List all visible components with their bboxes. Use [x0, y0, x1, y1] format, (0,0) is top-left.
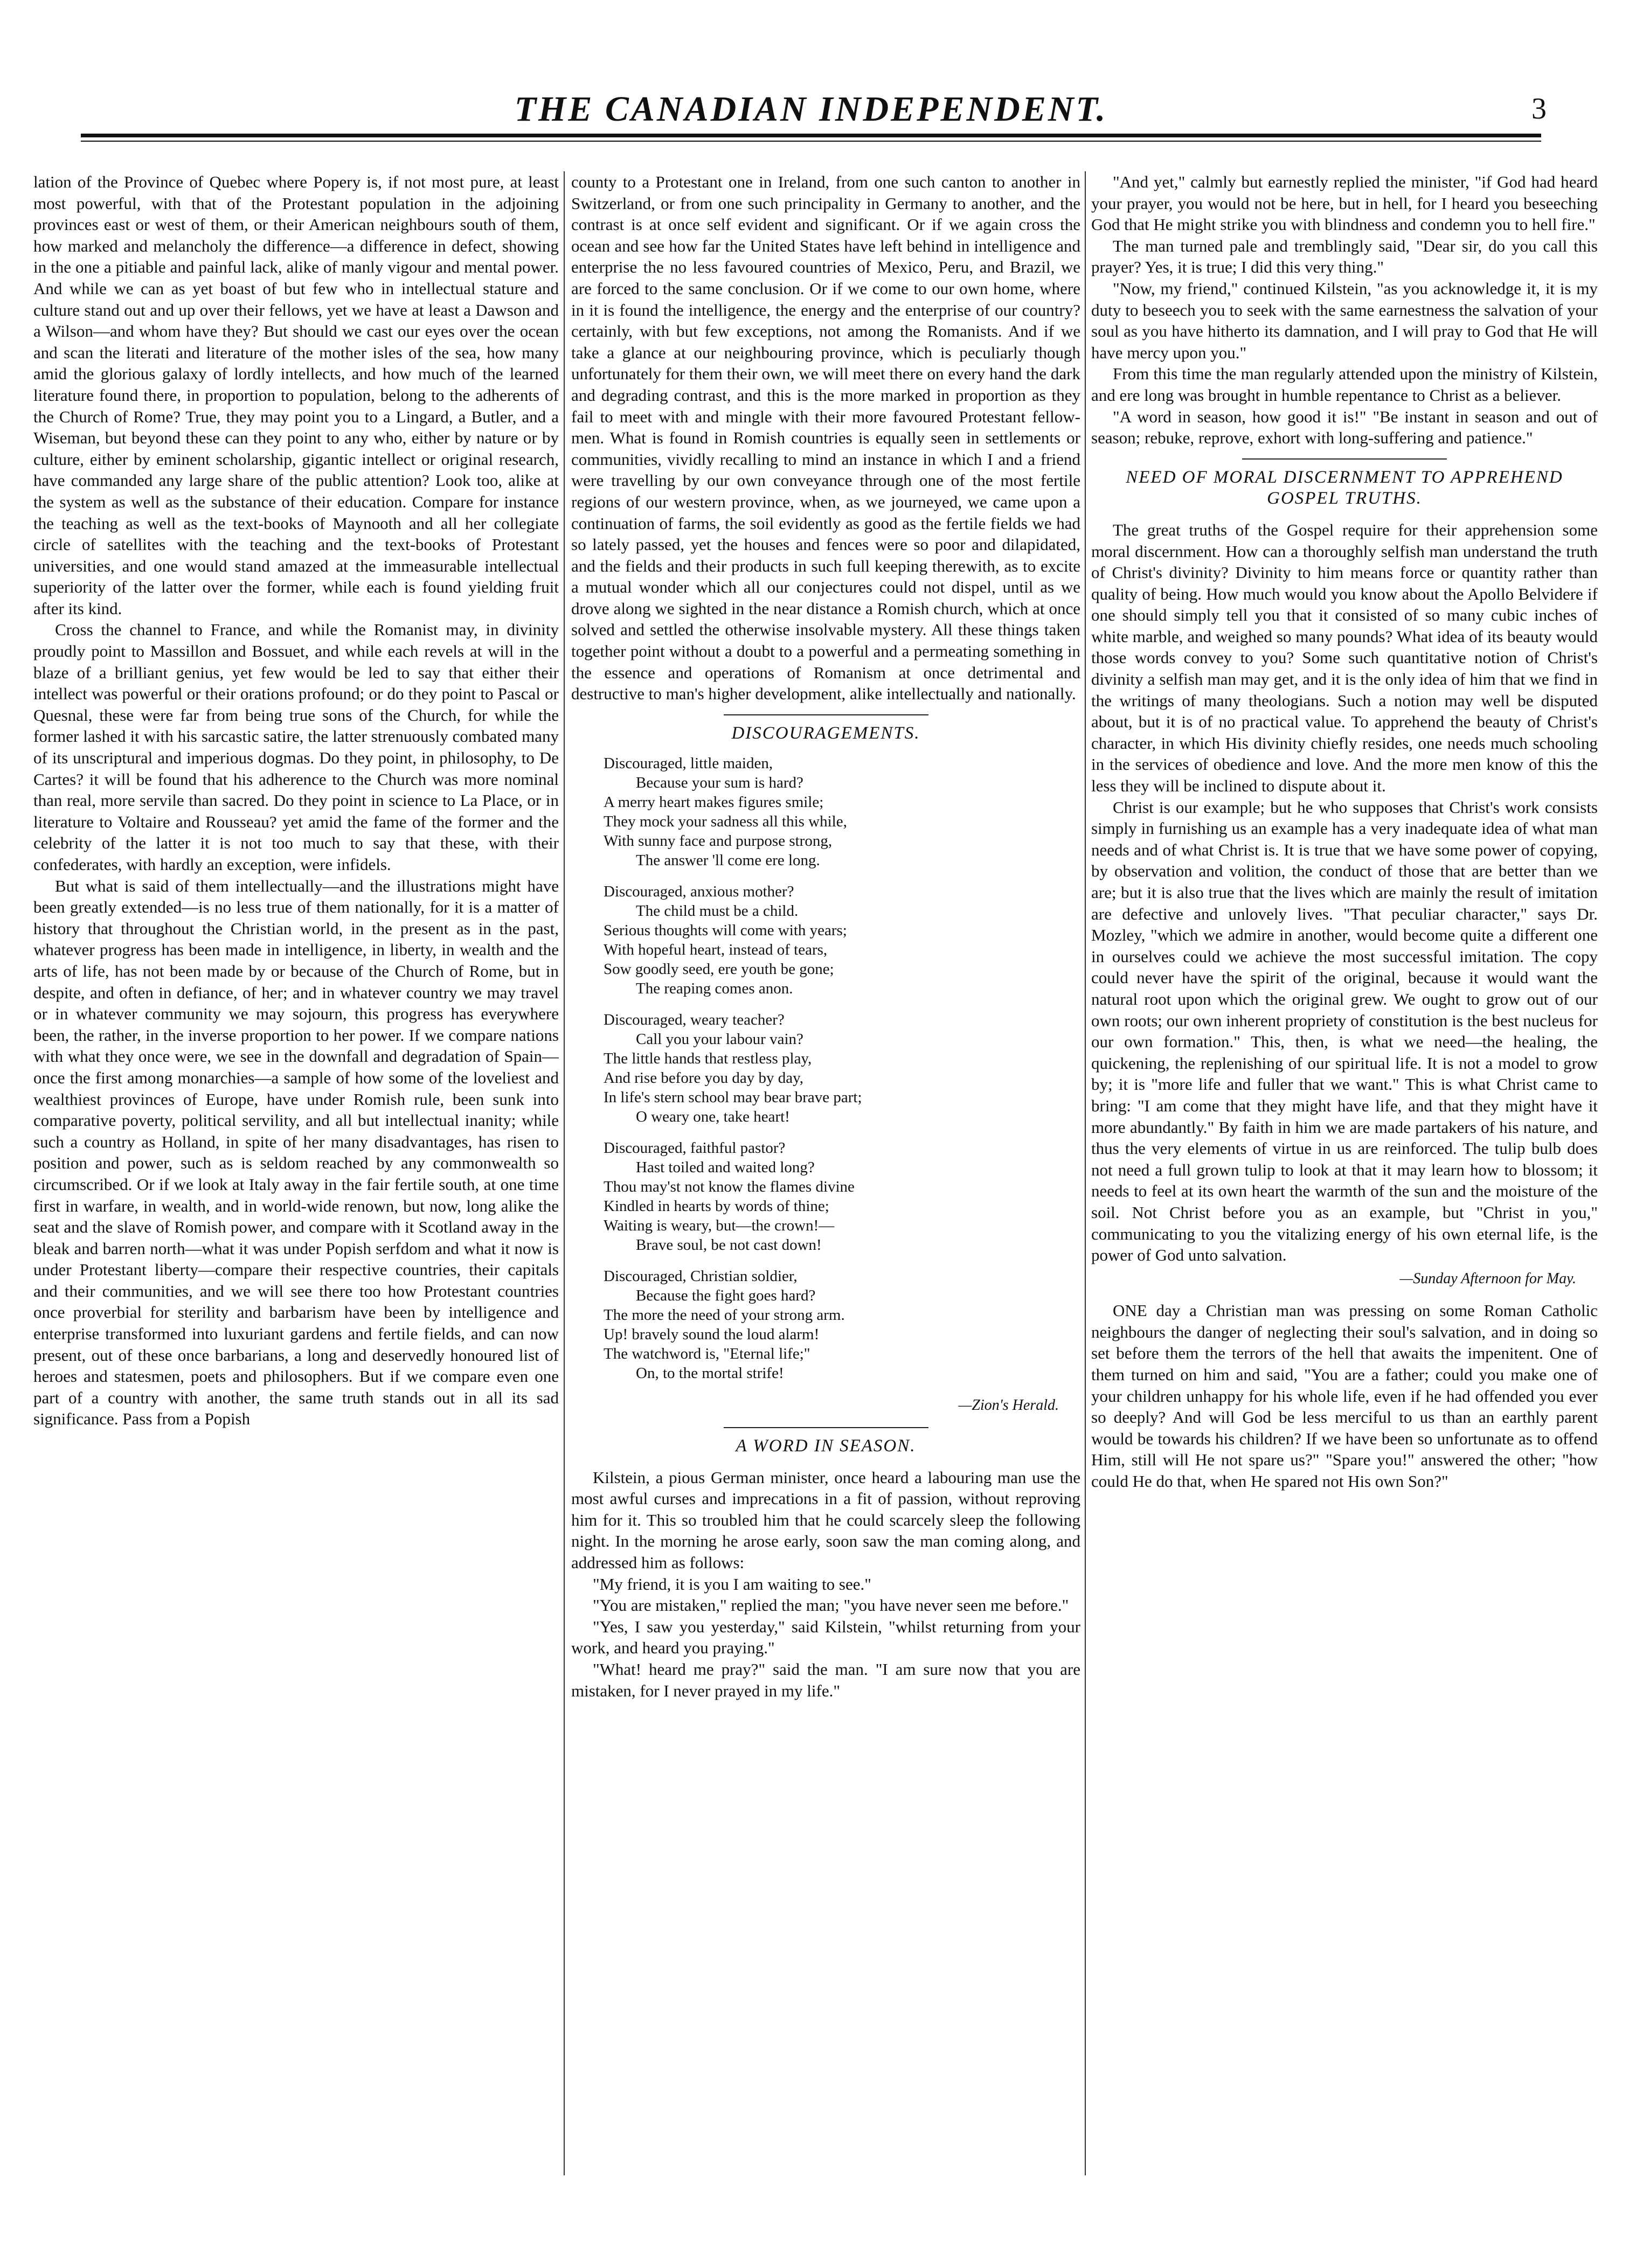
article-paragraph: The man turned pale and tremblingly said, "Dear sir, do you call this prayer? Yes, it is true; I did this very thing."	[1091, 236, 1598, 277]
article-paragraph: Kilstein, a pious German minister, once heard a labouring man use the most awful curses and imprecations in a fit of passion, without reproving him for it. This so troubled him that he could scarcely sleep the following night. In the morning he arose early, soon saw the man coming along, and addressed him as follows:	[571, 1467, 1080, 1572]
section-title: A WORD IN SEASON.	[736, 1436, 916, 1456]
poem-line: O weary one, take heart!	[636, 1108, 790, 1126]
poem-line: With hopeful heart, instead of tears,	[604, 941, 828, 959]
poem	[604, 754, 1080, 1383]
column-1	[33, 171, 559, 2208]
poem-stanza	[604, 1010, 1080, 1126]
poem-line: Call you your labour vain?	[636, 1031, 803, 1048]
poem-line: Serious thoughts will come with years;	[604, 922, 847, 940]
poem-line: Discouraged, little maiden,	[604, 755, 773, 773]
poem-line: The answer 'll come ere long.	[636, 852, 820, 869]
article-paragraph: Christ is our example; but he who supposes that Christ's work consists simply in furnishing us an example has a very inadequate idea of what man needs and of what Christ is. It is true that we have some power of copying, by observation and volition, the conduct of those that are better than we are; but it is also true that the lives which are mainly the result of imitation are defective and unlovely lives. "That peculiar character," says Dr. Mozley, "which we admire in another, would become quite a different one in ourselves could we achieve the most successful imitation. The copy could never have the spirit of the original, because it would want the natural root upon which the original grew. We ought to grow out of our own roots; our own inherent propriety of constitution is the best nucleus for our own formation." This, then, is what we need—the healing, the quickening, the replenishing of our spiritual life. It is not a model to grow by; it is "more life and fuller that we want." This is what Christ came to bring: "I am come that they might have life, and that they might have it more abundantly." By faith in him we are made partakers of his nature, and thus the very elements of virtue in us are reinforced. The tulip bulb does not need a full grown tulip to look at that it may learn how to blossom; it needs to feel at its own heart the warmth of the sun and the moisture of the soil. Not Christ before you as an example, but "Christ in you," communicating to you the vitalizing energy of his own eternal life, is the power of God unto salvation.	[1091, 797, 1598, 1265]
poem-title: DISCOURAGEMENTS.	[731, 723, 920, 743]
article-paragraph: "My friend, it is you I am waiting to see."	[593, 1574, 871, 1594]
article-paragraph: "A word in season, how good it is!" "Be instant in season and out of season; rebuke, reprove, exhort with long-suffering and patience."	[1091, 407, 1598, 448]
poem-stanza	[604, 754, 1080, 870]
poem-line: On, to the mortal strife!	[636, 1365, 784, 1382]
article-paragraph: From this time the man regularly attended upon the ministry of Kilstein, and ere long was brought in humble repentance to Christ as a believer.	[1091, 364, 1598, 405]
article-paragraph: "Now, my friend," continued Kilstein, "as you acknowledge it, it is my duty to beseech you to seek with the same earnestness the salvation of your soul as you have hitherto its damnation, and I will pray to God that He will have mercy upon you."	[1091, 279, 1598, 362]
article-paragraph: Cross the channel to France, and while the Romanist may, in divinity proudly point to Massillon and Bossuet, and while each revels at will in the blaze of a brilliant genius, yet few would be led to say that either their intellect was powerful or their orations profound; or do they point to Pascal or Quesnal, these were far from being true sons of the Church, for while the former lashed it with his sarcastic satire, the latter strenuously combated many of its unscriptural and imperious dogmas. Do they point, in philosophy, to De Cartes? it will be found that his adherence to the Church was more nominal than real, more servile than sacred. Do they point in science to La Place, or in literature to Voltaire and Rousseau? yet amid the fame of the former and the celebrity of the latter it is not too much to say that these, with their confederates, with hardly an exception, were infidels.	[33, 620, 559, 874]
poem-line: They mock your sadness all this while,	[604, 813, 847, 831]
column-divider	[1085, 171, 1086, 2175]
poem-line: The reaping comes anon.	[636, 980, 793, 998]
article-paragraph: The great truths of the Gospel require for their apprehension some moral discernment. How can a thoroughly selfish man understand the truth of Christ's divinity? Divinity to him means force or quantity rather than quality of being. How much would you know about the Apollo Belvidere if one should simply tell you that it consisted of so many cubic inches of white marble, and weighed so many pounds? What idea of its beauty would those words convey to you? Some such quantitative notion of Christ's divinity a selfish man may get, and it is the only idea of him that we find in the writings of many theologians. Such a notion may well be disputed about, but it is of no practical value. To apprehend the beauty of Christ's character, in which His divinity chiefly resides, one needs much schooling in the services of obedience and love. And the more men know of this the less they will be inclined to dispute about it.	[1091, 520, 1598, 796]
header-rule	[81, 134, 1541, 137]
page-number: 3	[1531, 92, 1547, 126]
poem-line: The child must be a child.	[636, 902, 799, 920]
poem-line: Discouraged, Christian soldier,	[604, 1268, 798, 1285]
article-source: —Sunday Afternoon for May.	[1399, 1270, 1576, 1287]
poem-line: In life's stern school may bear brave part;	[604, 1089, 862, 1107]
poem-stanza	[604, 1267, 1080, 1383]
column-2	[571, 171, 1080, 2208]
poem-line: The little hands that restless play,	[604, 1050, 812, 1068]
column-divider	[564, 171, 565, 2175]
section-separator	[724, 1427, 928, 1428]
poem-credit: —Zion's Herald.	[958, 1397, 1059, 1414]
article-paragraph: "You are mistaken," replied the man; "you have never seen me before."	[593, 1596, 1069, 1615]
page-header	[81, 65, 1547, 145]
article-paragraph: "And yet," calmly but earnestly replied the minister, "if God had heard your prayer, you would not be here, but in hell, for I heard you beseeching God that He might strike you with blindness and condemn you to hell fire."	[1091, 172, 1598, 234]
article-paragraph: lation of the Province of Quebec where Popery is, if not most pure, at least most powerful, with that of the Protestant population in the adjoining provinces east or west of them, or their American neighbours south of them, how marked and melancholy the difference—a difference in defect, showing in the one a pitiable and painful lack, alike of manly vigour and mental power. And while we can as yet boast of but few who in intellectual stature and culture stand out and up over their fellows, yet we have at least a Dawson and a Wilson—and whom have they? But should we cast our eyes over the ocean and scan the literati and literature of the mother isles of the sea, how many amid the glorious galaxy of lordly intellects, and how much of the learned literature found there, in proportion to population, belong to the adherents of the Church of Rome? True, they may point you to a Lingard, a Butler, and a Wiseman, but beyond these can they point to any who, either by nature or by culture, either by eminent scholarship, gigantic intellect or original research, have commanded any large share of the public attention? Look too, alike at the system as well as the substance of their education. Compare for instance the teaching as well as the text-books of Maynooth and all her collegiate circle of satellites with the teaching and the text-books of Protestant universities, and one would stand amazed at the immeasurable intellectual superiority of the latter over the former, while each is found yielding fruit after its kind.	[33, 172, 559, 618]
article-paragraph: "Yes, I saw you yesterday," said Kilstein, "whilst returning from your work, and heard you praying."	[571, 1617, 1080, 1658]
header-rule-thin	[81, 141, 1541, 142]
section-separator	[1242, 458, 1447, 460]
poem-stanza	[604, 1138, 1080, 1255]
poem-stanza	[604, 882, 1080, 998]
poem-line: Thou may'st not know the flames divine	[604, 1178, 855, 1196]
poem-line: A merry heart makes figures smile;	[604, 794, 824, 811]
article-paragraph: "What! heard me pray?" said the man. "I am sure now that you are mistaken, for I never prayed in my life."	[571, 1659, 1080, 1700]
poem-line: Because the fight goes hard?	[636, 1287, 816, 1305]
poem-line: Hast toiled and waited long?	[636, 1159, 815, 1177]
masthead: THE CANADIAN INDEPENDENT.	[514, 89, 1108, 129]
poem-line: The more the need of your strong arm.	[604, 1306, 845, 1324]
poem-line: With sunny face and purpose strong,	[604, 832, 833, 850]
section-title: NEED OF MORAL DISCERNMENT TO APPREHEND GOSPEL TRUTHS.	[1126, 467, 1563, 509]
poem-line: Kindled in hearts by words of thine;	[604, 1198, 829, 1215]
poem-line: Discouraged, faithful pastor?	[604, 1139, 786, 1157]
article-paragraph: ONE day a Christian man was pressing on some Roman Catholic neighbours the danger of neglecting their soul's salvation, and in doing so set before them the terrors of the hell that awaits the impenitent. One of them turned on him and said, "You are a father; could you make one of your children unhappy for his whole life, even if he had offended you ever so deeply? And will God be less merciful to us than an earthly parent would be towards his children? If we have been so unfortunate as to offend Him, still will He not spare us?" "Spare you!" answered the other; "how could He do that, when He spared not His own Son?"	[1091, 1301, 1598, 1491]
article-paragraph: county to a Protestant one in Ireland, from one such canton to another in Switzerland, or from one such principality in Germany to another, and the contrast is at once self evident and significant. Or if we again cross the ocean and see how far the United States have left behind in intelligence and enterprise the no less favoured countries of Mexico, Peru, and Brazil, we are forced to the same conclusion. Or if we come to our own home, where in it is found the intelligence, the energy and the enterprise of our country? certainly, with but few exceptions, not among the Romanists. And if we take a glance at our neighbouring province, which is peculiarly though unfortunately for them their own, we will meet there on every hand the dark and degrading contrast, and this is the more marked in proportion as they fail to meet with and mingle with their more favoured Protestant fellow-men. What is found in Romish countries is equally seen in settlements or communities, vividly recalling to mind an instance in which I and a friend were travelling by our own conveyance through one of the most fertile regions of our western province, when, as we journeyed, we came upon a continuation of farms, the soil evidently as good as the fertile fields we had so lately passed, yet the houses and fences were so poor and dilapidated, and the fields and their products in such full keeping therewith, as to excite a mutual wonder which all our conjectures could not dispel, until as we drove along we sighted in the near distance a Romish church, which at once solved and settled the otherwise insolvable mystery. All these things taken together point without a doubt to a powerful and a permeating something in the essence and operations of Romanism at once detrimental and destructive to man's higher development, alike intellectually and nationally.	[571, 172, 1080, 704]
poem-line: Brave soul, be not cast down!	[636, 1236, 822, 1254]
poem-line: Because your sum is hard?	[636, 774, 803, 792]
poem-line: Discouraged, anxious mother?	[604, 883, 794, 901]
article-paragraph: But what is said of them intellectually—and the illustrations might have been greatly extended—is no less true of them nationally, for it is a matter of history that throughout the Christian world, in the present as in the past, whatever progress has been made in intelligence, in liberty, in wealth and the arts of life, has not been made by or because of the Church of Rome, but in despite, and often in defiance, of her; and in whatever country we may travel or in whatever community we may sojourn, this progress has everywhere been, the rather, in the inverse proportion to her power. If we compare nations with what they once were, we see in the downfall and degradation of Spain—once the first among monarchies—a sample of how some of the loveliest and wealthiest provinces of Europe, have under Romish rule, been sunk into comparative poverty, political servility, and all but intellectual inanity; while such a country as Holland, in spite of her many disadvantages, has risen to position and power, such as is seldom reached by any commonwealth so circumscribed. Or if we look at Italy away in the fair fertile south, at one time first in warfare, in wealth, and in world-wide renown, but now, long alike the seat and the slave of Romish power, and compare with it Scotland away in the bleak and barren north—what it was under Popish serfdom and what it now is under Protestant liberty—compare their respective countries, their capitals and their communities, and we will see there too how Protestant countries once proverbial for sterility and barbarism have been by intelligence and enterprise transformed into luxuriant gardens and fertile fields, and can now present, out of these once barbarians, a long and deservedly honoured list of heroes and statesmen, poets and philosophers. But if we compare even one part of a country with another, the same truth stands out in all its sad significance. Pass from a Popish	[33, 876, 559, 1429]
section-separator	[724, 714, 928, 715]
poem-line: The watchword is, "Eternal life;"	[604, 1345, 810, 1363]
poem-line: Waiting is weary, but—the crown!—	[604, 1217, 835, 1235]
column-3	[1091, 171, 1598, 2208]
poem-line: Discouraged, weary teacher?	[604, 1011, 785, 1029]
poem-line: Sow goodly seed, ere youth be gone;	[604, 961, 834, 978]
poem-line: Up! bravely sound the loud alarm!	[604, 1326, 820, 1344]
poem-line: And rise before you day by day,	[604, 1069, 803, 1087]
